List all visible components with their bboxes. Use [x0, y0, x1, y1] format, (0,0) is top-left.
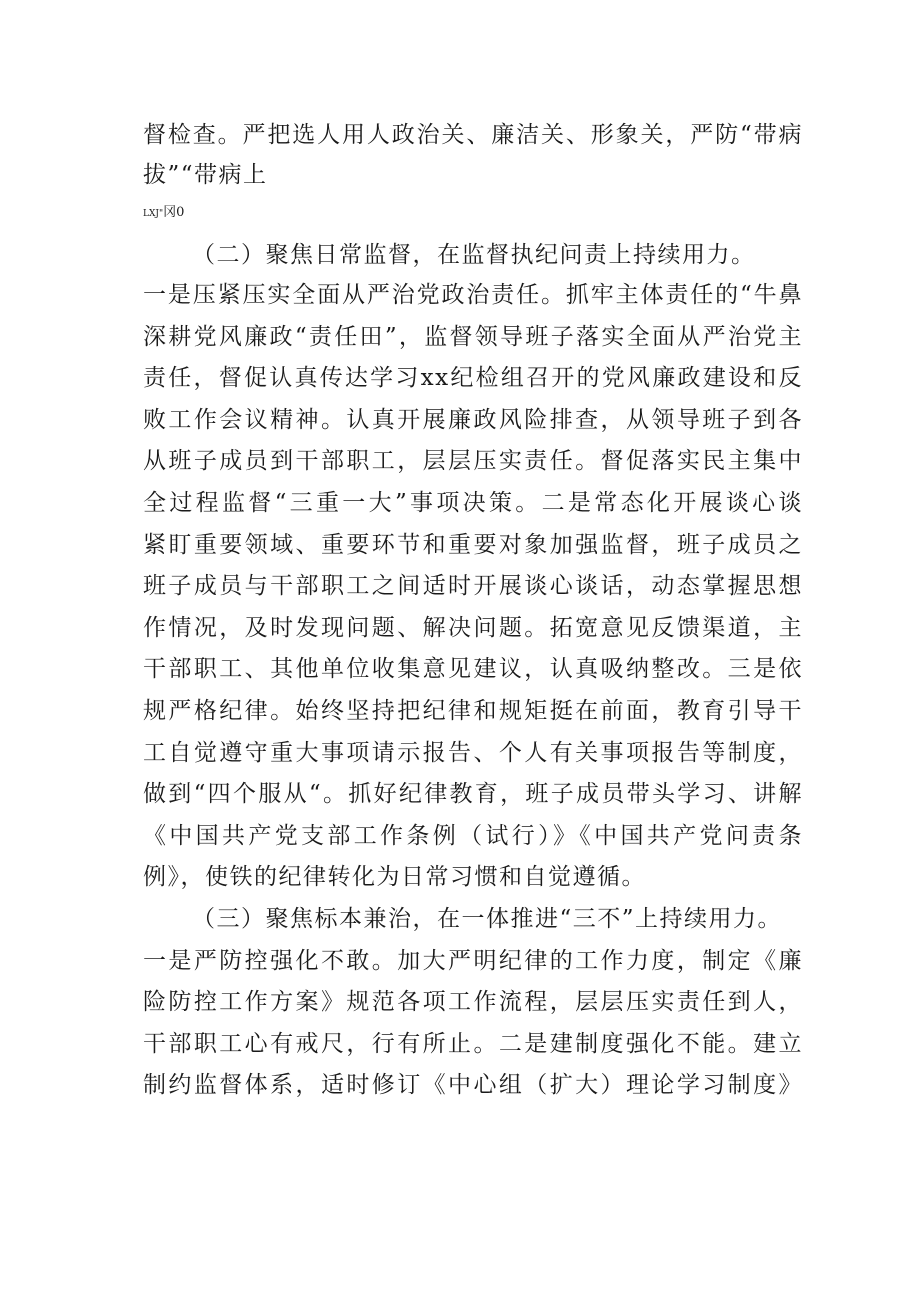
text-line-17: 《中国共产党支部工作条例（试行）》《中国共产党问责条: [143, 823, 803, 849]
text-line-6: 责任，督促认真传达学习xx纪检组召开的党风廉政建设和反: [143, 365, 803, 391]
section-heading-3: （三）聚焦标本兼治，在一体推进“三不”上持续用力。: [192, 906, 783, 932]
text-line-20: 一是严防控强化不敢。加大严明纪律的工作力度，制定《廉: [143, 948, 803, 974]
text-line-2: 拔”“带病上: [143, 162, 268, 188]
text-line-12: 作情况，及时发现问题、解决问题。拓宽意见反馈渠道，主: [143, 615, 803, 641]
section-heading-2: （二）聚焦日常监督，在监督执纪问责上持续用力。: [192, 242, 756, 268]
stray-note-text: 冈0: [163, 205, 185, 220]
text-line-8: 从班子成员到干部职工，层层压实责任。督促落实民主集中: [143, 448, 803, 474]
text-line-22: 干部职工心有戒尺，行有所止。二是建制度强化不能。建立: [143, 1031, 803, 1057]
text-line-9: 全过程监督“三重一大”事项决策。二是常态化开展谈心谈: [143, 490, 803, 516]
text-line-11: 班子成员与干部职工之间适时开展谈心谈话，动态掌握思想: [143, 573, 803, 599]
text-line-15: 工自觉遵守重大事项请示报告、个人有关事项报告等制度，: [143, 740, 803, 766]
text-line-4: 一是压紧压实全面从严治党政治责任。抓牢主体责任的“牛鼻: [143, 282, 803, 308]
text-line-10: 紧盯重要领域、重要环节和重要对象加强监督，班子成员之: [143, 532, 803, 558]
text-line-5: 深耕党风廉政“责任田”，监督领导班子落实全面从严治党主: [143, 324, 803, 350]
text-line-23: 制约监督体系，适时修订《中心组（扩大）理论学习制度》: [143, 1072, 803, 1098]
stray-note-prefix: LXJ": [143, 209, 164, 219]
text-line-21: 险防控工作方案》规范各项工作流程，层层压实责任到人，: [143, 989, 803, 1015]
text-line-18: 例》，使铁的纪律转化为日常习惯和自觉遵循。: [143, 864, 646, 890]
text-line-7: 败工作会议精神。认真开展廉政风险排查，从领导班子到各: [143, 407, 803, 433]
stray-note: [143, 204, 184, 223]
text-line-13: 干部职工、其他单位收集意见建议，认真吸纳整改。三是依: [143, 656, 803, 682]
text-line-14: 规严格纪律。始终坚持把纪律和规矩挺在前面，教育引导干: [143, 698, 803, 724]
text-line-16: 做到“四个服从“。抓好纪律教育，班子成员带头学习、讲解: [143, 781, 803, 807]
text-line-1: 督检查。严把选人用人政治关、廉洁关、形象关，严防“带病: [143, 122, 803, 148]
